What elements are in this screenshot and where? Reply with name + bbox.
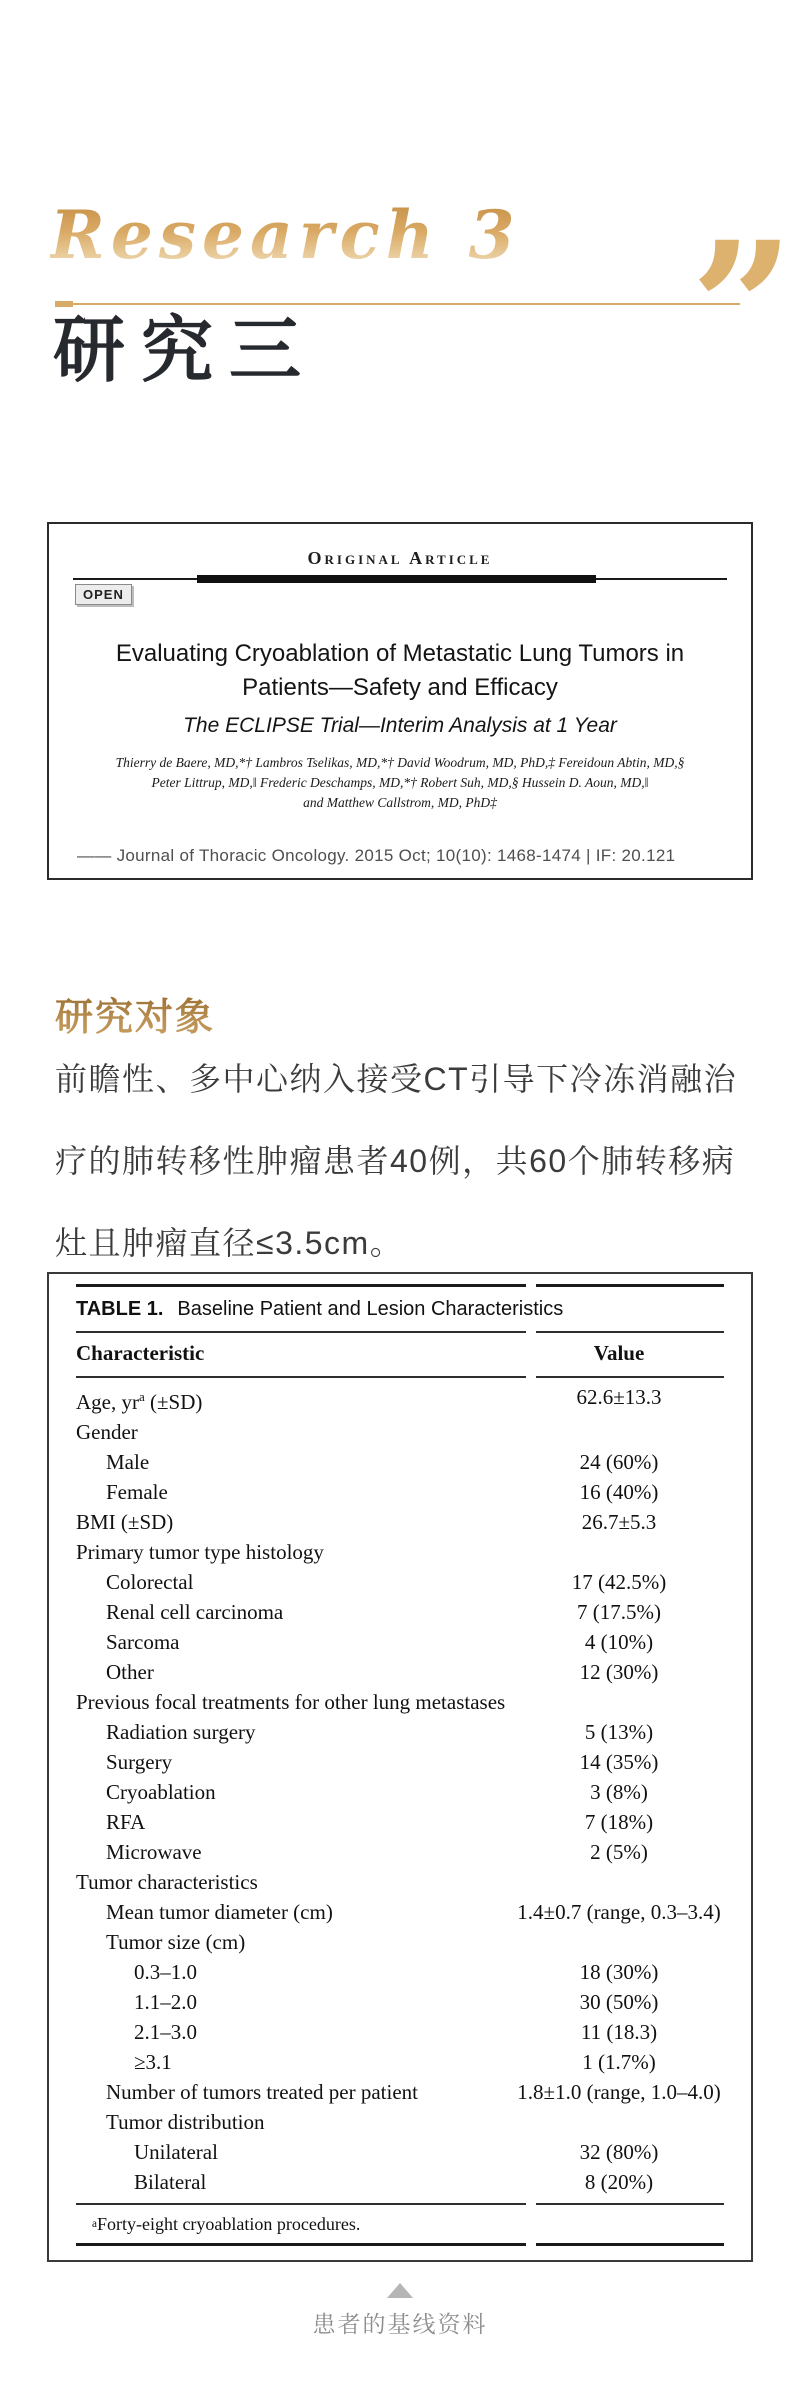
row-characteristic: Other — [106, 1660, 154, 1684]
table-row — [76, 1627, 724, 1657]
table-caption-rule — [76, 1331, 724, 1333]
row-characteristic: Cryoablation — [106, 1780, 216, 1804]
row-value: 24 (60%) — [579, 1450, 659, 1474]
table-row — [76, 1717, 724, 1747]
row-value: 3 (8%) — [590, 1780, 648, 1804]
row-value: 16 (40%) — [579, 1480, 659, 1504]
article-eyebrow: Original Article — [307, 548, 493, 568]
row-characteristic: ≥3.1 — [134, 2050, 172, 2074]
table-header-rule — [76, 1376, 724, 1378]
row-value — [514, 1687, 724, 1717]
table-row — [76, 1477, 724, 1507]
study-description: 前瞻性、多中心纳入接受CT引导下冷冻消融治疗的肺转移性肿瘤患者40例，共60个肺转移病灶且肿瘤直径≤3.5cm。 — [55, 1061, 738, 1261]
row-characteristic: Tumor characteristics — [76, 1870, 258, 1894]
authors-line: Thierry de Baere, MD,*† Lambros Tselikas, MD,*† David Woodrum, MD, PhD,‡ Fereidoun Abtin, MD,§ — [115, 755, 685, 770]
table-row — [76, 1747, 724, 1777]
row-value: 32 (80%) — [579, 2140, 659, 2164]
authors-line: and Matthew Callstrom, MD, PhD‡ — [303, 795, 497, 810]
table-row — [76, 1382, 724, 1417]
row-characteristic: 2.1–3.0 — [134, 2020, 197, 2044]
table-header-row — [76, 1333, 724, 1376]
table-row — [76, 1417, 724, 1447]
row-value: 7 (18%) — [584, 1810, 654, 1834]
column-header-value: Value — [593, 1341, 645, 1365]
table-top-rule — [76, 1284, 724, 1287]
row-value — [514, 1417, 724, 1447]
table-row — [76, 2137, 724, 2167]
table-row — [76, 1657, 724, 1687]
row-characteristic: Bilateral — [134, 2170, 207, 2194]
paper-subtitle: The ECLIPSE Trial—Interim Analysis at 1 Year — [183, 714, 617, 737]
table-row — [76, 1807, 724, 1837]
up-triangle-icon — [387, 2283, 413, 2298]
row-characteristic: Gender — [76, 1420, 138, 1444]
journal-citation: —— Journal of Thoracic Oncology. 2015 Oct; 10(10): 1468-1474 | IF: 20.121 — [77, 846, 676, 865]
row-value — [514, 1927, 724, 1957]
row-characteristic: Age, $yr^a$ (±SD) — [76, 1389, 203, 1414]
row-value — [514, 2107, 724, 2137]
table-row — [76, 1897, 724, 1927]
table-caption-label: TABLE 1. — [76, 1297, 164, 1320]
row-characteristic: Radiation surgery — [106, 1720, 256, 1744]
table-row — [76, 1837, 724, 1867]
row-characteristic: RFA — [106, 1810, 146, 1834]
table-figure-box — [47, 1272, 753, 2262]
row-value: 1.8±1.0 (range, 1.0–4.0) — [517, 2080, 721, 2104]
row-value — [514, 1537, 724, 1567]
row-characteristic: Mean tumor diameter (cm) — [106, 1900, 333, 1924]
row-value: 17 (42.5%) — [571, 1570, 667, 1594]
gold-divider-line — [55, 303, 740, 305]
table-bottom-rule — [76, 2243, 724, 2246]
row-value: 1.4±0.7 (range, 0.3–3.4) — [517, 1900, 721, 1924]
table-row — [76, 1687, 724, 1717]
table-row — [76, 1597, 724, 1627]
table-row — [76, 1987, 724, 2017]
table-row — [76, 2047, 724, 2077]
row-characteristic: BMI (±SD) — [76, 1510, 174, 1534]
row-value — [514, 1867, 724, 1897]
paper-title: Evaluating Cryoablation of Metastatic Lung Tumors in Patients—Safety and Efficacy — [115, 640, 685, 701]
table-row — [76, 1567, 724, 1597]
row-value: 12 (30%) — [579, 1660, 659, 1684]
row-value: 8 (20%) — [584, 2170, 654, 2194]
table-row — [76, 2017, 724, 2047]
row-value: 7 (17.5%) — [577, 1600, 661, 1624]
row-characteristic: 0.3–1.0 — [134, 1960, 197, 1984]
table-row — [76, 1537, 724, 1567]
row-value: 5 (13%) — [584, 1720, 654, 1744]
row-value: 11 (18.3) — [580, 2020, 658, 2044]
row-value: 2 (5%) — [590, 1840, 648, 1864]
table-caption — [76, 1287, 724, 1331]
row-characteristic: Previous focal treatments for other lung metastases — [76, 1690, 506, 1714]
article-citation-box — [47, 522, 753, 880]
paper-authors — [49, 753, 751, 813]
row-characteristic: Unilateral — [134, 2140, 218, 2164]
table-row — [76, 2107, 724, 2137]
row-value: 62.6±13.3 — [576, 1385, 662, 1409]
authors-line: Peter Littrup, MD,‖ Frederic Deschamps, MD,*† Robert Suh, MD,§ Hussein D. Aoun, MD,‖ — [151, 775, 649, 790]
section-title: 研究三 — [53, 311, 318, 391]
table-caption-chinese: 患者的基线资料 — [312, 2311, 488, 2337]
table-row — [76, 1777, 724, 1807]
row-value: 14 (35%) — [579, 1750, 659, 1774]
row-characteristic: Renal cell carcinoma — [106, 1600, 284, 1624]
row-characteristic: Sarcoma — [106, 1630, 180, 1654]
row-value: 26.7±5.3 — [581, 1510, 657, 1534]
row-value: 18 (30%) — [579, 1960, 659, 1984]
row-characteristic: Colorectal — [106, 1570, 194, 1594]
row-characteristic: Female — [106, 1480, 168, 1504]
column-header-characteristic: Characteristic — [76, 1341, 205, 1365]
row-value: 30 (50%) — [579, 1990, 659, 2014]
table-row — [76, 2077, 724, 2107]
row-value: 4 (10%) — [584, 1630, 654, 1654]
row-characteristic: Tumor distribution — [106, 2110, 265, 2134]
table-row — [76, 1447, 724, 1477]
row-characteristic: Male — [106, 1450, 150, 1474]
table-row — [76, 1957, 724, 1987]
row-characteristic: Tumor size (cm) — [106, 1930, 246, 1954]
table-caption-title: Baseline Patient and Lesion Characteristics — [177, 1297, 564, 1320]
table-row — [76, 1927, 724, 1957]
row-value: 1 (1.7%) — [582, 2050, 656, 2074]
row-characteristic: Primary tumor type histology — [76, 1540, 324, 1564]
row-characteristic: Surgery — [106, 1750, 173, 1774]
script-title: Research 3 — [50, 196, 521, 274]
study-section-heading: 研究对象 — [55, 986, 215, 1041]
table-row — [76, 2167, 724, 2197]
table-body — [76, 1378, 724, 2203]
table-row — [76, 1507, 724, 1537]
row-characteristic: Microwave — [106, 1840, 202, 1864]
open-access-badge: OPEN — [75, 584, 132, 605]
quote-icon: ” — [690, 203, 794, 414]
table-row — [76, 1867, 724, 1897]
row-characteristic: Number of tumors treated per patient — [106, 2080, 418, 2104]
row-characteristic: 1.1–2.0 — [134, 1990, 197, 2014]
table-footnote: a Forty-eight cryoablation procedures. — [92, 2213, 361, 2234]
eyebrow-rule — [73, 575, 727, 583]
table-footnote-rule — [76, 2203, 724, 2205]
